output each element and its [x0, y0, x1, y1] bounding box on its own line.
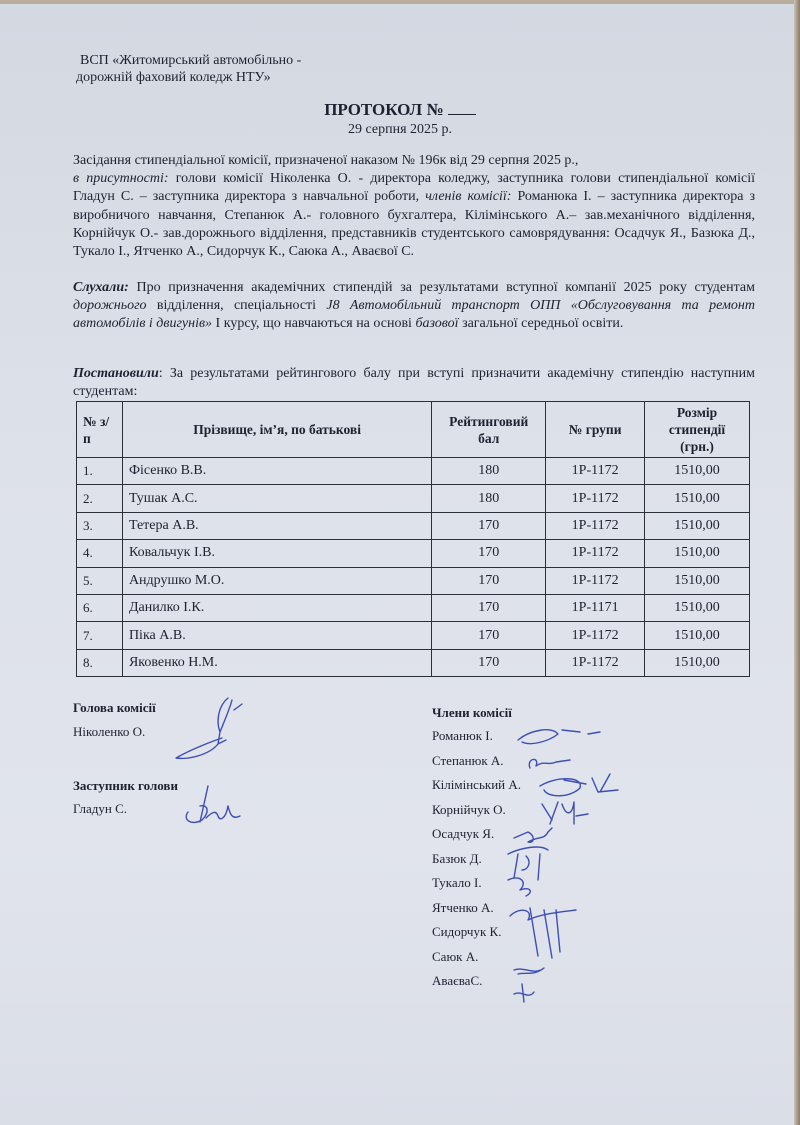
group-number: 1Р-1172 — [546, 458, 645, 485]
member-name: Сидорчук К. — [432, 924, 502, 939]
scholarship-amount: 1510,00 — [645, 540, 750, 567]
rating-score: 170 — [432, 540, 546, 567]
protocol-title-text: ПРОТОКОЛ № — [324, 100, 444, 119]
resolved-paragraph — [73, 365, 755, 401]
table-row — [77, 458, 750, 485]
chair-name: Ніколенко О. — [73, 724, 146, 739]
rating-score: 170 — [432, 567, 546, 594]
meeting-paragraph — [73, 152, 755, 261]
heard-label: Слухали: — [73, 280, 129, 295]
protocol-date: 29 серпня 2025 р. — [347, 122, 453, 137]
present-text-2: Романюка І. – заступника директора з виробничого навчання, Степанюк А.- головного бухгалтера, Кілімінського А.– зав.механічного відділення, Корнійчук О.- зав.дорожнього відділення, представників студентського самоврядування: Осадчук Я., Базюка Д., Тукало І., Ятченко А., Сидорчук К., Саюка А., Аваєвої С. — [73, 189, 755, 260]
protocol-title — [0, 100, 800, 120]
protocol-number-blank — [448, 100, 476, 115]
student-name: Фісенко В.В. — [122, 458, 431, 485]
member-name: Корнійчук О. — [432, 801, 506, 817]
member-name: Осадчук Я. — [432, 826, 495, 841]
table-row — [77, 594, 750, 621]
deputy-name: Гладун С. — [73, 801, 128, 816]
present-text-1: голови комісії Ніколенка О. - директора коледжу, заступника голови стипендіальної комісії Гладун С. – заступника директора з навчальної роботи, — [73, 171, 755, 205]
row-number: 4. — [77, 540, 123, 567]
table-row — [77, 540, 750, 567]
group-number: 1Р-1172 — [546, 485, 645, 512]
organization-line-2: дорожній фаховий коледж НТУ» — [76, 70, 271, 85]
paper-right-edge — [794, 0, 800, 1125]
member-name: Степанюк А. — [432, 752, 504, 768]
group-number: 1Р-1172 — [546, 512, 645, 539]
member-name: Саюк А. — [432, 948, 479, 964]
chair-title: Голова комісії — [73, 700, 156, 715]
header-group: № групи — [546, 402, 645, 458]
members-label: членів комісії: — [425, 189, 512, 205]
row-number: 6. — [77, 594, 123, 621]
row-number: 3. — [77, 512, 123, 539]
heard-text-4: загальної середньої освіти. — [458, 316, 624, 332]
group-number: 1Р-1171 — [546, 594, 645, 621]
student-name: Андрушко М.О. — [122, 567, 431, 594]
row-number: 7. — [77, 622, 123, 649]
rating-score: 170 — [432, 594, 546, 621]
member-name: Романюк І. — [432, 728, 493, 743]
heard-text-1: Про призначення академічних стипендій за результатами вступної компанії 2025 року студентам — [128, 280, 755, 295]
group-number: 1Р-1172 — [546, 540, 645, 567]
student-name: Данилко І.К. — [122, 594, 431, 621]
table-row — [77, 567, 750, 594]
committee-members — [432, 705, 521, 998]
rating-score: 180 — [432, 458, 546, 485]
student-name: Тетера А.В. — [122, 512, 431, 539]
scholarship-amount: 1510,00 — [645, 485, 750, 512]
group-number: 1Р-1172 — [546, 622, 645, 649]
row-number: 8. — [77, 649, 123, 676]
student-name: Піка А.В. — [122, 622, 431, 649]
deputy-title: Заступник голови — [73, 778, 178, 793]
group-number: 1Р-1172 — [546, 649, 645, 676]
row-number: 2. — [77, 485, 123, 512]
heard-specialty: J8 Автомобільний транспорт ОПП «Обслуговування та ремонт автомобілів і двигунів» — [73, 298, 755, 332]
rating-score: 180 — [432, 485, 546, 512]
scholarship-amount: 1510,00 — [645, 594, 750, 621]
scholarship-amount: 1510,00 — [645, 458, 750, 485]
table-header-row — [77, 402, 750, 458]
scholarship-amount: 1510,00 — [645, 649, 750, 676]
group-number: 1Р-1172 — [546, 567, 645, 594]
heard-text-2: відділення, спеціальності — [146, 298, 327, 314]
rating-score: 170 — [432, 649, 546, 676]
student-name: Яковенко Н.М. — [122, 649, 431, 676]
heard-basis: базової — [415, 316, 459, 332]
present-label: в присутності: — [73, 171, 169, 187]
row-number: 5. — [77, 567, 123, 594]
scholarship-amount: 1510,00 — [645, 567, 750, 594]
header-full-name: Прізвище, ім’я, по батькові — [122, 402, 431, 458]
table-row — [77, 512, 750, 539]
table-row — [77, 649, 750, 676]
rating-score: 170 — [432, 512, 546, 539]
member-name: АваєваС. — [432, 973, 483, 988]
scholarship-amount: 1510,00 — [645, 622, 750, 649]
member-name: Кілімінський А. — [432, 777, 521, 792]
meeting-intro: Засідання стипендіальної комісії, призначеної наказом № 196к від 29 серпня 2025 р., — [73, 153, 579, 168]
heard-paragraph — [73, 279, 755, 334]
row-number: 1. — [77, 458, 123, 485]
resolved-label: Постановили — [73, 366, 159, 381]
heard-text-3: І курсу, що навчаються на основі — [212, 316, 416, 332]
resolved-text: : За результатами рейтингового балу при вступі призначити академічну стипендію наступним студентам: — [73, 366, 755, 400]
members-title: Члени комісії — [432, 705, 512, 720]
organization-header — [76, 52, 301, 86]
header-number: № з/п — [77, 402, 123, 458]
organization-line-1: ВСП «Житомирський автомобільно - — [80, 53, 302, 68]
table-row — [77, 485, 750, 512]
member-name: Ятченко А. — [432, 899, 494, 915]
scholarship-amount: 1510,00 — [645, 512, 750, 539]
rating-score: 170 — [432, 622, 546, 649]
scholarship-table — [76, 401, 750, 677]
table-row — [77, 622, 750, 649]
student-name: Ковальчук І.В. — [122, 540, 431, 567]
member-name: Тукало І. — [432, 875, 482, 890]
member-name: Базюк Д. — [432, 850, 482, 866]
student-name: Тушак А.С. — [122, 485, 431, 512]
heard-department: дорожнього — [73, 298, 147, 314]
header-scholarship-amount: Розмір стипендії (грн.) — [645, 402, 750, 458]
header-rating-score: Рейтинговий бал — [432, 402, 546, 458]
